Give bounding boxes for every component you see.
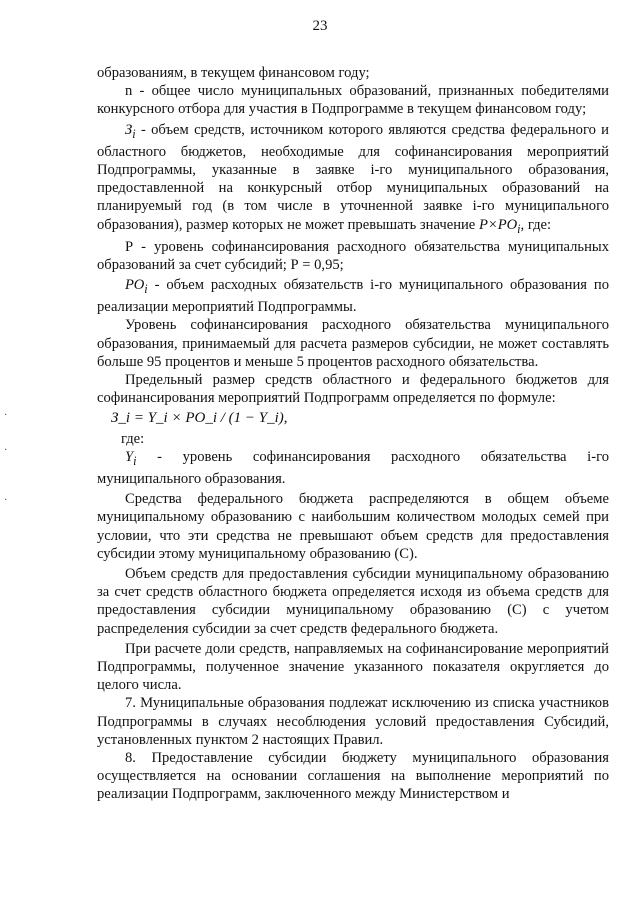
paragraph-3-text: - объем средств, источником которого являются средства федерального и областного бюджетов, необходимые для софинансирования мероприятий Подпрограммы, указанные в заявке i-го муниципального образования, предоставленной на конкурсный отбор муниципальных образований на планируемый год (в том числе в уточненной заявке i-го муниципального образования), размер которых не может превышать значение [97,121,609,233]
paragraph-6: Уровень софинансирования расходного обязательства муниципального образования, принимаемый для расчета размеров субсидии, не может составлять больше 95 процентов и меньше 5 процентов расходного обязательства. [97,317,609,370]
paragraph-4: Р - уровень софинансирования расходного обязательства муниципальных образований за счет субсидий; Р = 0,95; [97,238,609,273]
paragraph-11: Объем средств для предоставления субсидии муниципальному образованию за счет средств областного бюджета определяется исходя из объема средств для предоставления субсидии муниципальному образованию (С) с учетом распределения субсидии за счет средств федерального бюджета. [97,565,609,637]
formula-inline: P×PO [478,216,518,233]
paragraph-13: 7. Муниципальные образования подлежат исключению из списка участников Подпрограммы в случаях несоблюдения условий предоставления Субсидий, установленных пунктом 2 настоящих Правил. [97,695,609,748]
page-number: 23 [312,18,328,34]
scan-mark: · [4,410,8,421]
symbol-po: РО [125,277,145,294]
paragraph-12: При расчете доли средств, направляемых на софинансирование мероприятий Подпрограммы, полученное значение указанного показателя округляется до целого числа. [97,640,609,694]
symbol-z-sub: i [132,126,136,141]
paragraph-9 [97,448,609,488]
scan-mark: · [4,445,8,456]
paragraph-5-text: - объем расходных обязательств i-го муниципального образования по реализации мероприятий Подпрограммы. [97,277,609,316]
paragraph-1: образованиям, в текущем финансовом году; [97,65,370,81]
paragraph-7: Предельный размер средств областного и федерального бюджетов для софинансирования мероприятий Подпрограмм определяется по формуле: [97,371,609,407]
paragraph-10: Средства федерального бюджета распределяются в общем объеме муниципальному образованию с наибольшим количеством молодых семей при условии, что эти средства не превышают объем средств для предоставления субсидии этому муниципальному образованию (С). [97,491,609,562]
paragraph-2: n - общее число муниципальных образований, признанных победителями конкурсного отбора для участия в Подпрограмме в текущем финансовом году; [97,83,609,118]
symbol-y-sub: i [133,453,137,468]
paragraph-3-end: , где: [520,216,552,233]
document-body [97,64,609,804]
scan-mark: · [4,495,8,506]
paragraph-3 [97,121,609,238]
paragraph-14: 8. Предоставление субсидии бюджету муниципального образования осуществляется на основании соглашения на выполнение мероприятий по реализации Подпрограмм, заключенного между Министерством и [97,749,609,803]
formula: З_i = Y_i × PO_i / (1 − Y_i), [111,410,288,427]
symbol-po-sub: i [144,281,148,296]
formula-inline-sub: i [517,221,521,236]
paragraph-5 [97,276,609,316]
paragraph-where: где: [121,430,145,447]
symbol-z: З [125,121,133,138]
paragraph-9-text: - уровень софинансирования расходного обязательства i-го муниципального образования. [97,448,609,487]
symbol-y: Y [125,448,134,465]
